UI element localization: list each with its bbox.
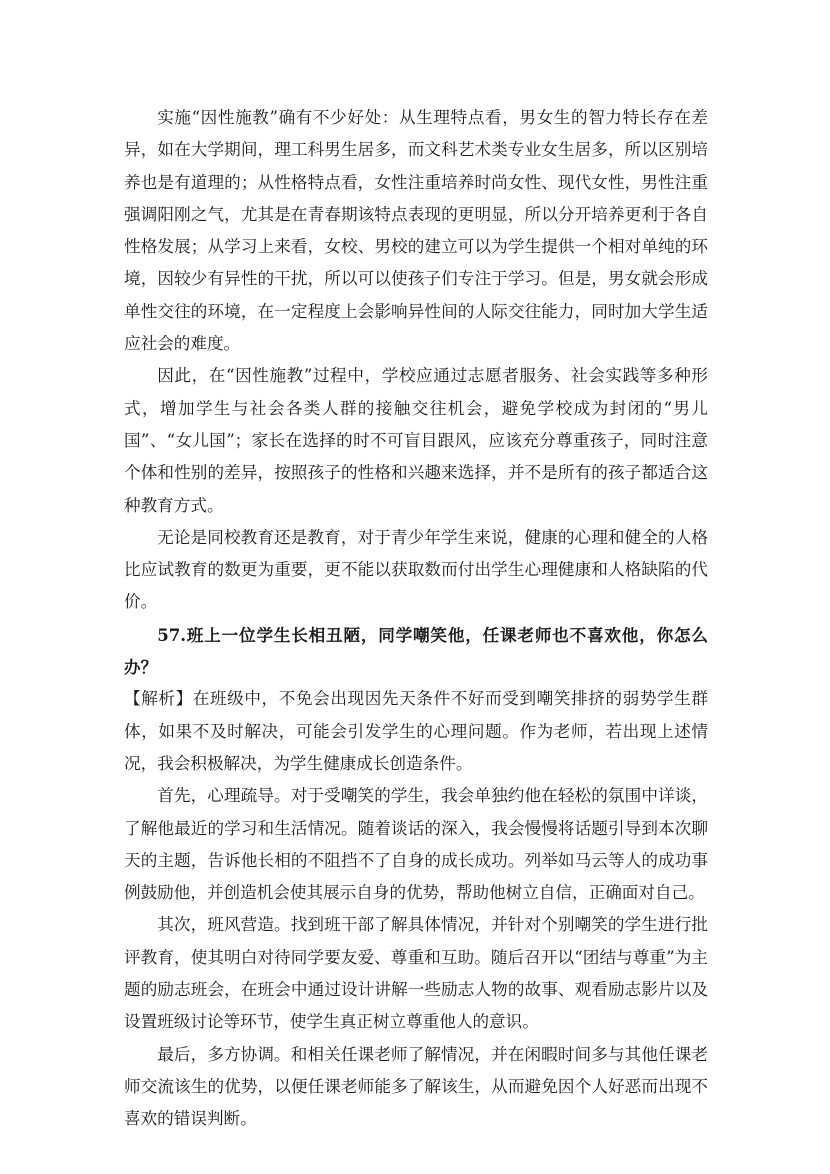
document-body: [124, 102, 708, 1136]
answer-paragraph: 其次，班风营造。找到班干部了解具体情况，并针对个别嘲笑的学生进行批评教育，使其明白对待同学要友爱、尊重和互助。随后召开以“团结与尊重”为主题的励志班会，在班会中通过设计讲解一些励志人物的故事、观看励志影片以及设置班级讨论等环节，使学生真正树立尊重他人的意识。: [124, 915, 708, 1032]
paragraph: 无论是同校教育还是教育，对于青少年学生来说，健康的心理和健全的人格比应试教育的数更为重要，更不能以获取数而付出学生心理健康和人格缺陷的代价。: [124, 527, 708, 612]
question-heading: 57.班上一位学生长相丑陋，同学嘲笑他，任课老师也不喜欢他，你怎么办？: [124, 624, 708, 678]
paragraph: 实施“因性施教”确有不少好处：从生理特点看，男女生的智力特长存在差异，如在大学期间，理工科男生居多，而文科艺术类专业女生居多，所以区别培养也是有道理的；从性格特点看，女性注重培养时尚女性、现代女性，男性注重强调阳刚之气，尤其是在青春期该特点表现的更明显，所以分开培养更利于各自性格发展；从学习上来看，女校、男校的建立可以为学生提供一个相对单纯的环境，因较少有异性的干扰，所以可以使孩子们专注于学习。但是，男女就会形成单性交往的环境，在一定程度上会影响异性间的人际交往能力，同时加大学生适应社会的难度。: [124, 108, 708, 354]
paragraph: 因此，在“因性施教”过程中，学校应通过志愿者服务、社会实践等多种形式，增加学生与社会各类人群的接触交往机会，避免学校成为封闭的“男儿国”、“女儿国”；家长在选择的时不可盲目跟风，应该充分尊重孩子，同时注意个体和性别的差异，按照孩子的性格和兴趣来选择，并不是所有的孩子都适合这种教育方式。: [124, 366, 708, 515]
answer-intro-paragraph: [124, 683, 708, 780]
answer-paragraph: 首先，心理疏导。对于受嘲笑的学生，我会单独约他在轻松的氛围中详谈，了解他最近的学习和生活情况。随着谈话的深入，我会慢慢将话题引导到本次聊天的主题，告诉他长相的不阻挡不了自身的成长成功。列举如马云等人的成功事例鼓励他，并创造机会使其展示自身的优势，帮助他树立自信，正确面对自己。: [124, 786, 708, 903]
answer-tag: 【解析】: [124, 689, 193, 709]
answer-paragraph: 最后，多方协调。和相关任课老师了解情况，并在闲暇时间多与其他任课老师交流该生的优势，以便任课老师能多了解该生，从而避免因个人好恶而出现不喜欢的错误判断。: [124, 1044, 708, 1129]
answer-intro-text: 在班级中，不免会出现因先天条件不好而受到嘲笑排挤的弱势学生群体，如果不及时解决，可能会引发学生的心理问题。作为老师，若出现上述情况，我会积极解决，为学生健康成长创造条件。: [124, 689, 709, 773]
